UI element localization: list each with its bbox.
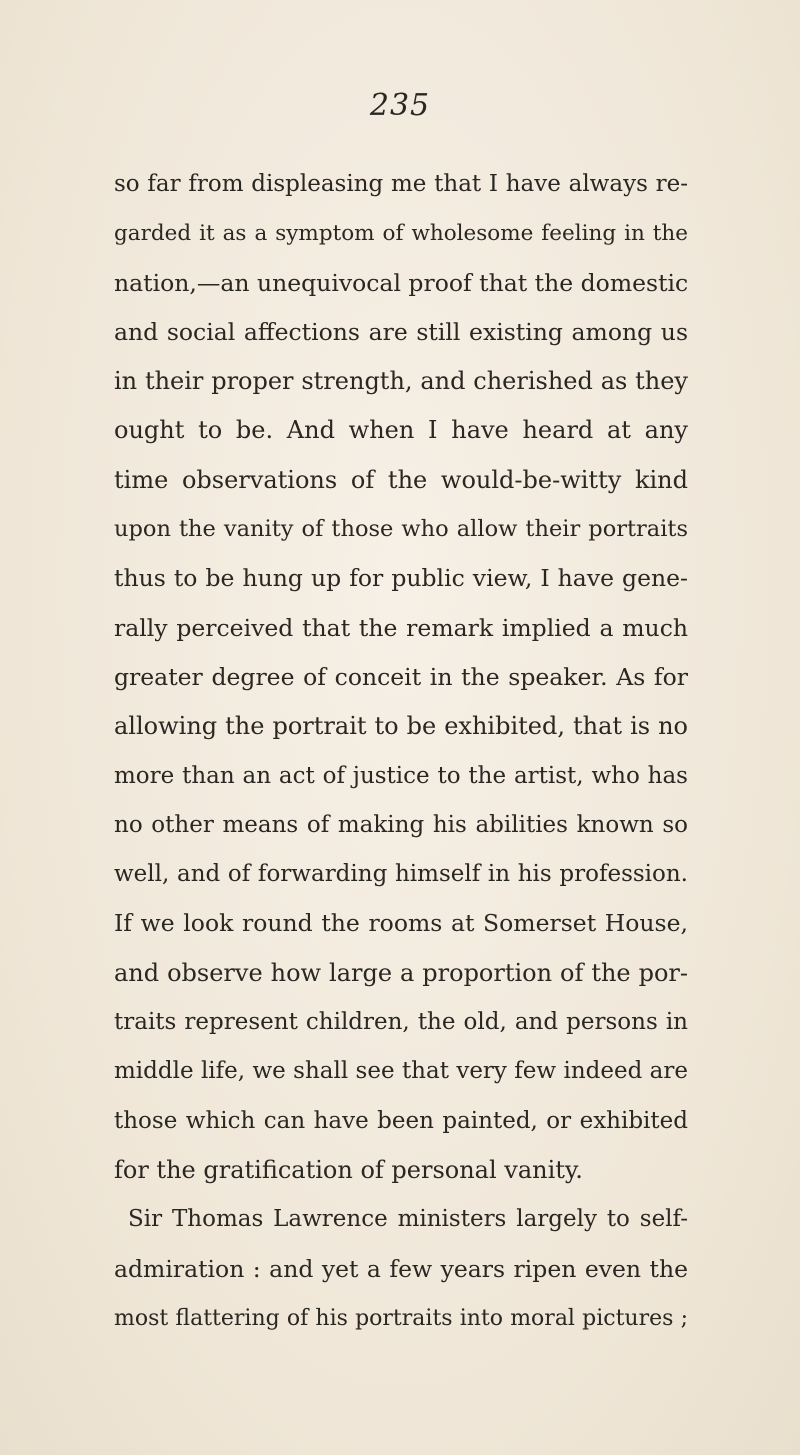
text-line: Sir Thomas Lawrence ministers largely to self- bbox=[128, 1206, 688, 1233]
text-line: in their proper strength, and cherished as they bbox=[114, 367, 688, 396]
text-line: and social affections are still existing among us bbox=[114, 317, 688, 346]
text-line: most flattering of his portraits into moral pictures ; bbox=[114, 1305, 688, 1331]
text-line: garded it as a symptom of wholesome feeling in the bbox=[114, 221, 688, 247]
text-line: If we look round the rooms at Somerset House, bbox=[114, 909, 688, 938]
text-line: admiration : and yet a few years ripen even the bbox=[114, 1254, 688, 1283]
text-line: so far from displeasing me that I have always re- bbox=[114, 171, 688, 197]
text-line: ought to be. And when I have heard at any bbox=[114, 416, 688, 445]
text-line: more than an act of justice to the artist, who has bbox=[114, 762, 688, 789]
page-number: 235 bbox=[369, 88, 431, 123]
text-line: nation,—an unequivocal proof that the domestic bbox=[114, 268, 689, 297]
text-line: thus to be hung up for public view, I have gene- bbox=[114, 564, 688, 593]
text-line: greater degree of conceit in the speaker. As for bbox=[114, 662, 688, 691]
text-line: well, and of forwarding himself in his profession. bbox=[114, 861, 688, 888]
text-line: traits represent children, the old, and persons in bbox=[114, 1009, 688, 1036]
text-line: for the gratification of personal vanity. bbox=[114, 1155, 583, 1184]
text-line: allowing the portrait to be exhibited, that is no bbox=[114, 712, 688, 741]
text-line: those which can have been painted, or exhibited bbox=[114, 1107, 688, 1134]
text-line: upon the vanity of those who allow their portraits bbox=[114, 516, 688, 543]
text-line: rally perceived that the remark implied a much bbox=[114, 613, 688, 642]
text-line: no other means of making his abilities known so bbox=[114, 811, 688, 838]
text-line: middle life, we shall see that very few indeed are bbox=[114, 1058, 688, 1085]
body-text bbox=[114, 160, 688, 1343]
text-line: time observations of the would-be-witty kind bbox=[114, 465, 688, 494]
text-line: and observe how large a proportion of the por- bbox=[114, 958, 688, 987]
